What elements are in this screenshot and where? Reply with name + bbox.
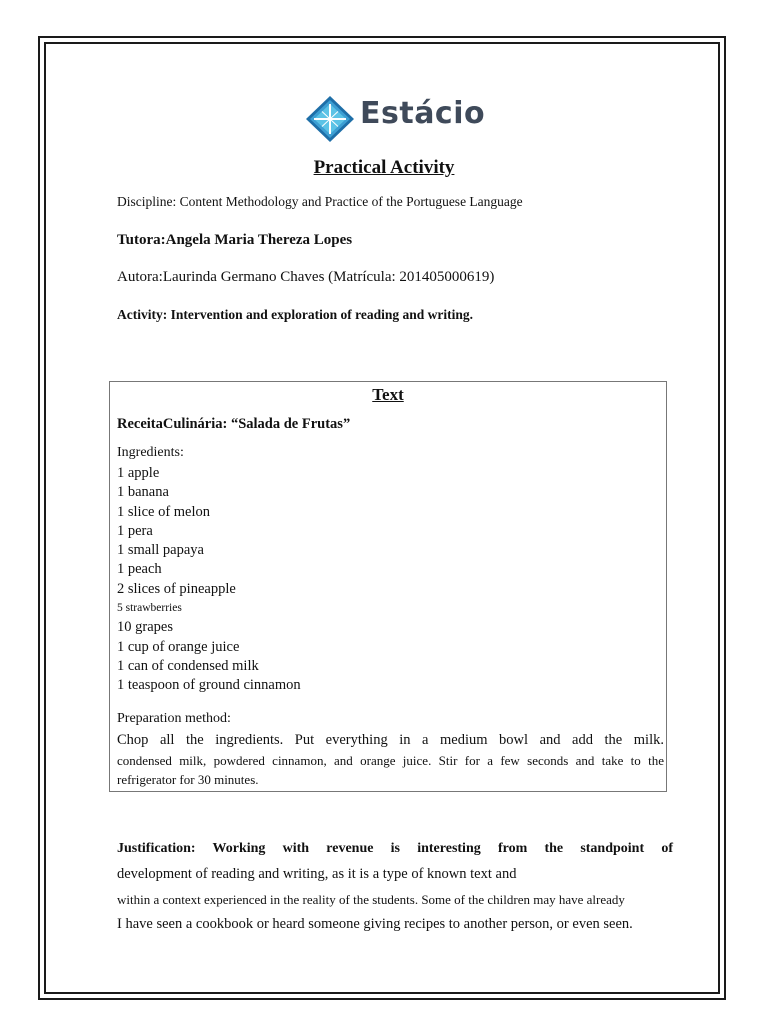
logo-wordmark: Estácio bbox=[360, 96, 486, 131]
justification-line: development of reading and writing, as it is a type of known text and bbox=[117, 866, 517, 882]
activity-label: Activity: bbox=[117, 307, 168, 322]
discipline-line: Discipline: Content Methodology and Practice of the Portuguese Language bbox=[117, 194, 523, 209]
activity-text: Intervention and exploration of reading and writing. bbox=[167, 307, 474, 322]
ingredient-item: 1 banana bbox=[117, 484, 169, 501]
preparation-line: Chop all the ingredients. Put everything in a medium bowl and add the milk. bbox=[117, 732, 664, 748]
ingredient-item: 1 apple bbox=[117, 465, 160, 481]
ingredient-item: 1 peach bbox=[117, 561, 162, 578]
diamond-logo-icon bbox=[304, 94, 356, 144]
tutora-line: Tutora:Angela Maria Thereza Lopes bbox=[117, 232, 353, 248]
recipe-text-box bbox=[109, 381, 667, 792]
recipe-title: ReceitaCulinária: “Salada de Frutas” bbox=[117, 416, 351, 432]
estacio-logo bbox=[304, 94, 484, 144]
ingredients-label: Ingredients: bbox=[117, 445, 184, 460]
ingredient-item: 1 small papaya bbox=[117, 542, 204, 559]
autora-line: Autora:Laurinda Germano Chaves (Matrícula: 201405000619) bbox=[117, 269, 495, 285]
ingredient-item: 5 strawberries bbox=[117, 602, 182, 615]
preparation-line: condensed milk, powdered cinnamon, and orange juice. Stir for a few seconds and take to the bbox=[117, 752, 664, 768]
ingredient-item: 10 grapes bbox=[117, 619, 173, 636]
justification-paragraph bbox=[117, 838, 673, 934]
ingredient-item: 1 pera bbox=[117, 522, 153, 539]
ingredient-item: 1 slice of melon bbox=[117, 503, 211, 520]
text-box-title: Text bbox=[372, 385, 404, 404]
ingredient-item: 1 cup of orange juice bbox=[117, 638, 240, 655]
justification-line: I have seen a cookbook or heard someone giving recipes to another person, or even seen. bbox=[117, 916, 633, 932]
page-title: Practical Activity bbox=[313, 157, 455, 178]
preparation-text bbox=[117, 731, 664, 790]
justification-line: Justification: Working with revenue is interesting from the standpoint of bbox=[117, 841, 673, 856]
ingredient-item: 1 can of condensed milk bbox=[117, 657, 259, 674]
ingredient-item: 1 teaspoon of ground cinnamon bbox=[117, 677, 301, 694]
preparation-line: refrigerator for 30 minutes. bbox=[117, 772, 259, 787]
justification-line: within a context experienced in the reality of the students. Some of the children may have already bbox=[117, 892, 625, 907]
ingredient-item: 2 slices of pineapple bbox=[117, 580, 236, 597]
activity-line bbox=[117, 307, 473, 323]
preparation-label: Preparation method: bbox=[117, 711, 231, 726]
ingredients-list bbox=[117, 464, 301, 696]
